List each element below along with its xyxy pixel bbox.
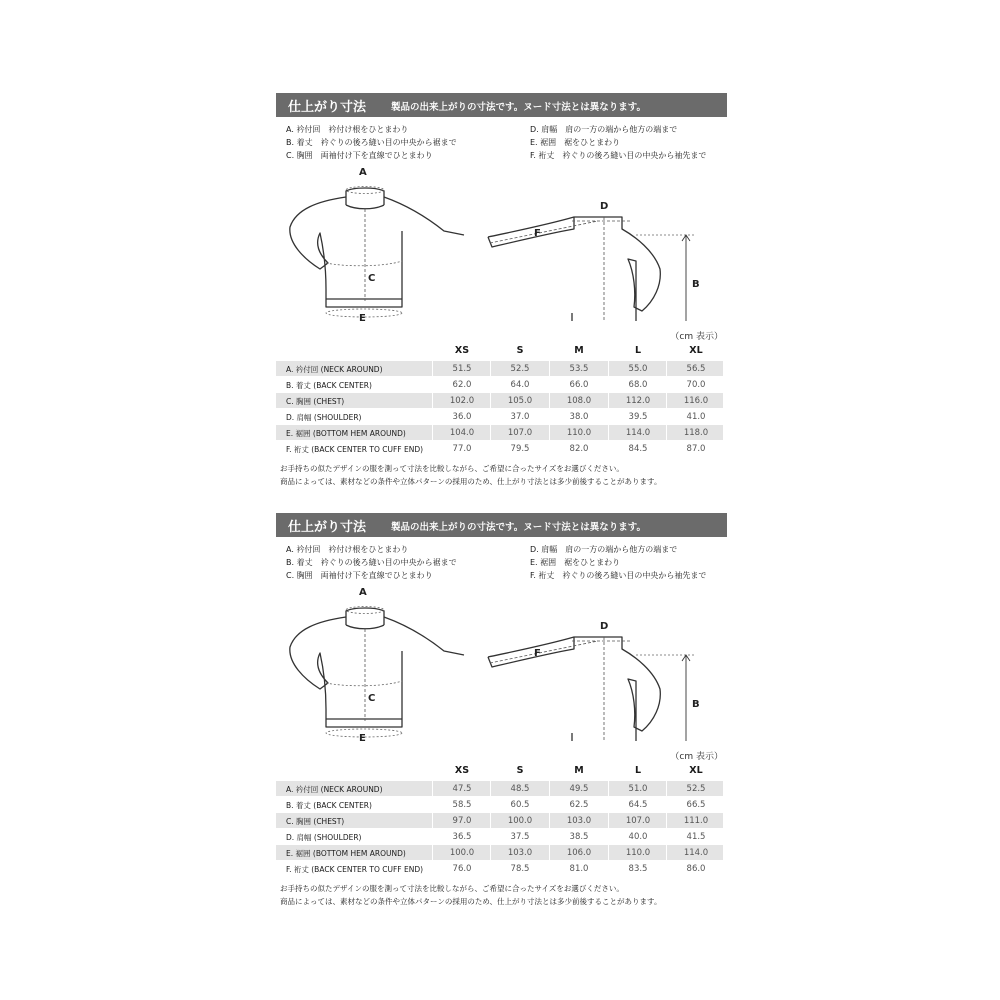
table-cell: 86.0 — [686, 864, 706, 874]
chart-header — [276, 513, 727, 537]
garment-diagram — [276, 161, 727, 321]
table-cell: 104.0 — [449, 428, 475, 438]
label-b: B — [692, 279, 700, 290]
legend-item-a: A. 衿付回 衿付け根をひとまわり — [286, 545, 409, 554]
unit-label: （cm 表示） — [670, 752, 723, 762]
row-label: B. 着丈 (BACK CENTER) — [286, 381, 372, 390]
table-cell: 118.0 — [683, 428, 709, 438]
row-label: F. 裄丈 (BACK CENTER TO CUFF END) — [286, 445, 424, 454]
legend-item-f: F. 裄丈 衿ぐりの後ろ縫い目の中央から袖先まで — [530, 571, 707, 580]
table-cell: 37.5 — [510, 832, 530, 842]
table-cell: 107.0 — [507, 428, 533, 438]
table-cell: 112.0 — [625, 396, 651, 406]
table-cell: 58.5 — [452, 800, 472, 810]
label-a: A — [359, 587, 367, 598]
legend-item-b: B. 着丈 衿ぐりの後ろ縫い目の中央から裾まで — [286, 558, 457, 567]
table-cell: 41.5 — [686, 832, 706, 842]
row-label: D. 肩幅 (SHOULDER) — [286, 833, 362, 842]
table-cell: 81.0 — [569, 864, 589, 874]
legend-item-e: E. 裾囲 裾をひとまわり — [530, 138, 621, 147]
table-cell: 103.0 — [507, 848, 533, 858]
size-header-xl: XL — [689, 765, 703, 776]
note-line-1: お手持ちの似たデザインの服を測って寸法を比較しながら、ご希望に合ったサイズをお選びください。 — [280, 464, 624, 473]
label-f: F — [534, 648, 541, 659]
table-cell: 53.5 — [569, 364, 589, 374]
note-line-2: 商品によっては、素材などの条件や立体パターンの採用のため、仕上がり寸法とは多少前後することがあります。 — [280, 477, 662, 486]
table-cell: 114.0 — [683, 848, 709, 858]
table-cell: 64.5 — [628, 800, 648, 810]
table-cell: 38.5 — [569, 832, 589, 842]
table-cell: 52.5 — [686, 784, 706, 794]
row-label: D. 肩幅 (SHOULDER) — [286, 413, 362, 422]
row-label: E. 裾囲 (BOTTOM HEM AROUND) — [286, 849, 406, 858]
table-cell: 116.0 — [683, 396, 709, 406]
label-e: E — [359, 733, 366, 741]
label-a: A — [359, 167, 367, 178]
row-label: A. 衿付回 (NECK AROUND) — [286, 785, 383, 794]
back-view-illustration — [488, 217, 660, 321]
table-cell: 37.0 — [510, 412, 530, 422]
size-header-xs: XS — [454, 345, 470, 356]
legend-item-e: E. 裾囲 裾をひとまわり — [530, 558, 621, 567]
row-label: E. 裾囲 (BOTTOM HEM AROUND) — [286, 429, 406, 438]
size-header-s: S — [516, 765, 524, 776]
table-cell: 66.5 — [686, 800, 706, 810]
label-b: B — [692, 699, 700, 710]
table-cell: 87.0 — [686, 444, 706, 454]
table-cell: 77.0 — [452, 444, 472, 454]
legend-item-d: D. 肩幅 肩の一方の端から他方の端まで — [530, 545, 678, 554]
table-cell: 110.0 — [625, 848, 651, 858]
unit-label: （cm 表示） — [670, 332, 723, 342]
label-d: D — [600, 201, 609, 212]
table-cell: 49.5 — [569, 784, 589, 794]
table-cell: 38.0 — [569, 412, 589, 422]
note-line-1: お手持ちの似たデザインの服を測って寸法を比較しながら、ご希望に合ったサイズをお選びください。 — [280, 884, 624, 893]
table-cell: 55.0 — [628, 364, 648, 374]
legend-item-d: D. 肩幅 肩の一方の端から他方の端まで — [530, 125, 678, 134]
label-c: C — [368, 693, 376, 704]
table-cell: 64.0 — [510, 380, 530, 390]
table-cell: 110.0 — [566, 428, 592, 438]
chart-title: 仕上がり寸法 — [288, 520, 367, 535]
label-d: D — [600, 621, 609, 632]
chart-title: 仕上がり寸法 — [288, 100, 367, 115]
table-cell: 48.5 — [510, 784, 530, 794]
row-label: A. 衿付回 (NECK AROUND) — [286, 365, 383, 374]
size-header-m: M — [574, 345, 584, 356]
table-cell: 56.5 — [686, 364, 706, 374]
row-label: C. 胸囲 (CHEST) — [286, 817, 345, 826]
back-view-illustration — [488, 637, 660, 741]
size-header-xs: XS — [454, 765, 470, 776]
chart-header — [276, 93, 727, 117]
table-cell: 106.0 — [566, 848, 592, 858]
table-cell: 111.0 — [683, 816, 709, 826]
table-cell: 60.5 — [510, 800, 530, 810]
table-cell: 100.0 — [449, 848, 475, 858]
table-cell: 102.0 — [449, 396, 475, 406]
table-cell: 36.5 — [452, 832, 472, 842]
garment-diagram — [276, 581, 727, 741]
legend-item-a: A. 衿付回 衿付け根をひとまわり — [286, 125, 409, 134]
size-header-xl: XL — [689, 345, 703, 356]
table-cell: 39.5 — [628, 412, 648, 422]
table-cell: 107.0 — [625, 816, 651, 826]
table-cell: 105.0 — [507, 396, 533, 406]
note-line-2: 商品によっては、素材などの条件や立体パターンの採用のため、仕上がり寸法とは多少前後することがあります。 — [280, 897, 662, 906]
table-cell: 97.0 — [452, 816, 472, 826]
row-label: B. 着丈 (BACK CENTER) — [286, 801, 372, 810]
table-cell: 66.0 — [569, 380, 589, 390]
label-e: E — [359, 313, 366, 321]
size-header-s: S — [516, 345, 524, 356]
front-view-illustration — [290, 608, 464, 727]
table-cell: 103.0 — [566, 816, 592, 826]
table-cell: 41.0 — [686, 412, 706, 422]
table-cell: 62.5 — [569, 800, 589, 810]
legend-item-b: B. 着丈 衿ぐりの後ろ縫い目の中央から裾まで — [286, 138, 457, 147]
size-header-m: M — [574, 765, 584, 776]
size-header-l: L — [634, 765, 642, 776]
table-cell: 108.0 — [566, 396, 592, 406]
table-cell: 52.5 — [510, 364, 530, 374]
row-label: C. 胸囲 (CHEST) — [286, 397, 345, 406]
row-label: F. 裄丈 (BACK CENTER TO CUFF END) — [286, 865, 424, 874]
legend-item-f: F. 裄丈 衿ぐりの後ろ縫い目の中央から袖先まで — [530, 151, 707, 160]
front-view-illustration — [290, 188, 464, 307]
chest-measure-line — [326, 681, 402, 686]
table-cell: 78.5 — [510, 864, 530, 874]
table-cell: 51.5 — [452, 364, 472, 374]
size-header-l: L — [634, 345, 642, 356]
table-cell: 70.0 — [686, 380, 706, 390]
table-cell: 79.5 — [510, 444, 530, 454]
label-f: F — [534, 228, 541, 239]
table-cell: 100.0 — [507, 816, 533, 826]
table-cell: 83.5 — [628, 864, 648, 874]
table-cell: 62.0 — [452, 380, 472, 390]
label-c: C — [368, 273, 376, 284]
table-cell: 82.0 — [569, 444, 589, 454]
chest-measure-line — [326, 261, 402, 266]
table-cell: 40.0 — [628, 832, 648, 842]
table-cell: 36.0 — [452, 412, 472, 422]
chart-subtitle: 製品の出来上がりの寸法です。ヌード寸法とは異なります。 — [391, 102, 646, 113]
table-cell: 47.5 — [452, 784, 472, 794]
table-cell: 68.0 — [628, 380, 648, 390]
legend-item-c: C. 胸囲 両袖付け下を直線でひとまわり — [286, 151, 433, 160]
chart-subtitle: 製品の出来上がりの寸法です。ヌード寸法とは異なります。 — [391, 522, 646, 533]
table-cell: 84.5 — [628, 444, 648, 454]
table-cell: 114.0 — [625, 428, 651, 438]
legend-item-c: C. 胸囲 両袖付け下を直線でひとまわり — [286, 571, 433, 580]
table-cell: 76.0 — [452, 864, 472, 874]
table-cell: 51.0 — [628, 784, 648, 794]
